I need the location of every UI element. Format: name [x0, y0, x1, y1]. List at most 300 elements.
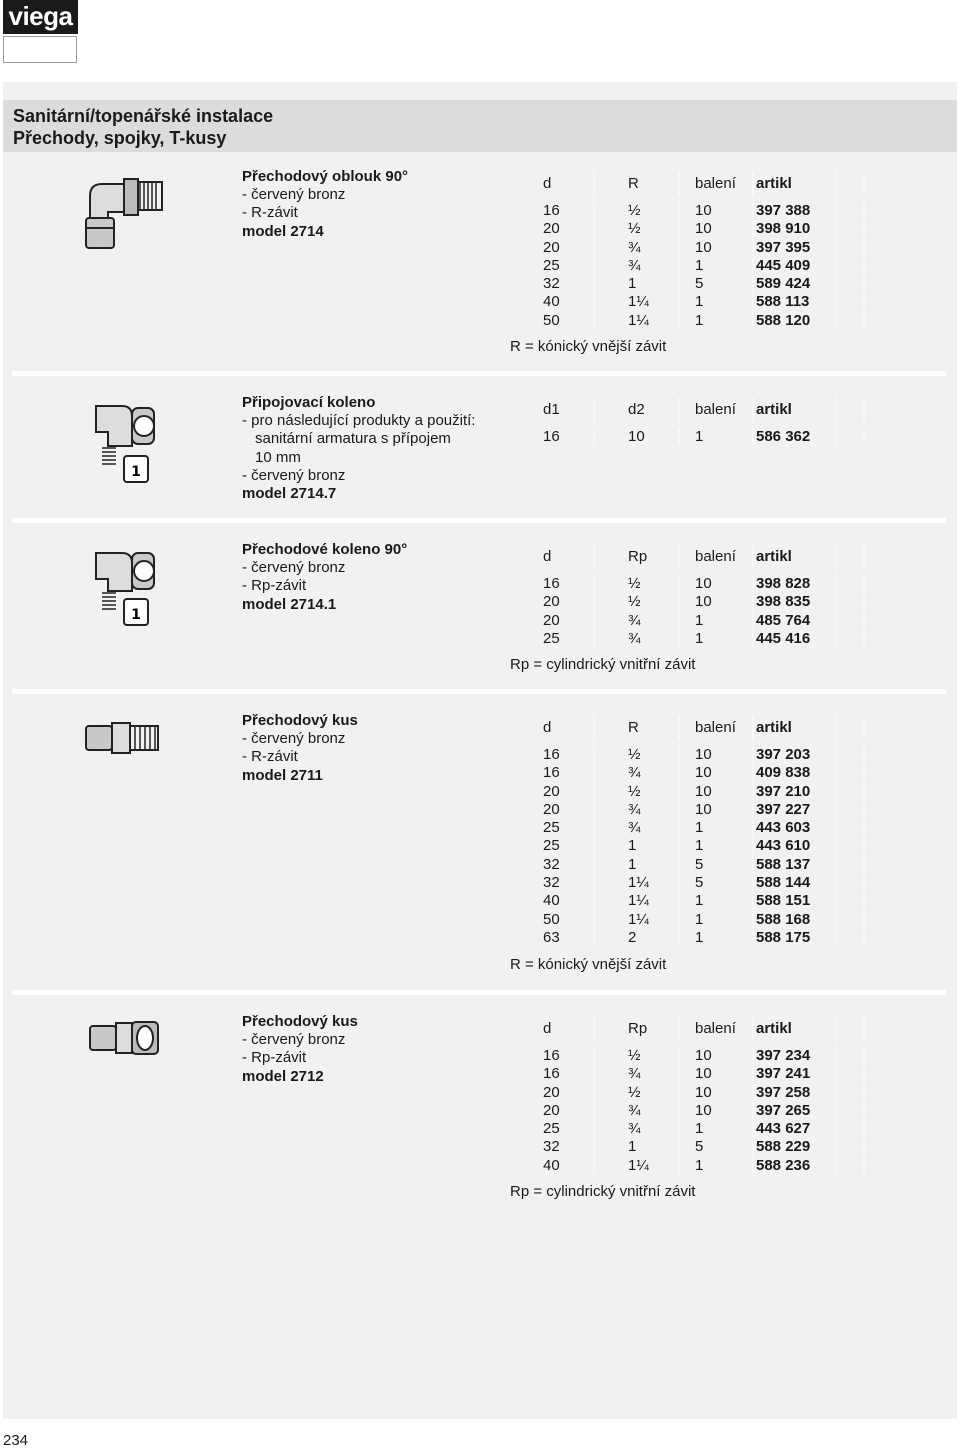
- column-divider: [593, 275, 595, 292]
- column-divider: [593, 715, 595, 741]
- column-divider: [593, 630, 595, 647]
- column-divider: [752, 428, 754, 445]
- column-divider: [678, 929, 680, 946]
- table-cell: 1: [695, 611, 704, 629]
- column-divider: [863, 746, 865, 763]
- column-divider: [752, 911, 754, 928]
- column-divider: [678, 1084, 680, 1101]
- column-divider: [752, 801, 754, 818]
- table-cell: 1: [695, 910, 704, 928]
- bronze-adapter-male-thread-icon: [84, 720, 162, 756]
- table-cell: 40: [543, 1156, 560, 1174]
- column-divider: [678, 312, 680, 329]
- column-divider: [835, 428, 837, 445]
- table-cell: 1¼: [628, 892, 649, 910]
- column-divider: [752, 783, 754, 800]
- column-divider: [752, 612, 754, 629]
- table-cell: 397 258: [756, 1083, 811, 1101]
- table-cell: 397 241: [756, 1065, 811, 1083]
- product-model: model 2714.7: [242, 485, 337, 503]
- column-divider: [752, 1120, 754, 1137]
- column-divider: [593, 819, 595, 836]
- table-cell: ¾: [628, 800, 641, 818]
- column-divider: [752, 746, 754, 763]
- column-divider: [835, 837, 837, 854]
- table-cell: 588 120: [756, 311, 811, 329]
- product-model: model 2711: [242, 766, 323, 784]
- table-cell: 588 175: [756, 928, 811, 946]
- column-divider: [678, 1047, 680, 1064]
- column-divider: [835, 1016, 837, 1042]
- bronze-elbow-90-female-thread-icon: [92, 549, 160, 629]
- column-divider: [863, 428, 865, 445]
- table-cell: 1: [695, 629, 704, 647]
- thread-note: Rp = cylindrický vnitřní závit: [510, 656, 696, 673]
- column-divider: [593, 428, 595, 445]
- product-name: Přechodový oblouk 90°: [242, 168, 409, 185]
- table-cell: ½: [628, 782, 641, 800]
- column-divider: [835, 612, 837, 629]
- header-band: [3, 82, 957, 100]
- table-cell: 10: [695, 202, 712, 219]
- column-header: artikl: [756, 548, 792, 565]
- column-divider: [593, 929, 595, 946]
- column-divider: [678, 397, 680, 423]
- page-number: 234: [3, 1432, 29, 1449]
- column-divider: [835, 1120, 837, 1137]
- column-header: d: [543, 1020, 552, 1037]
- column-divider: [863, 929, 865, 946]
- column-divider: [593, 1084, 595, 1101]
- column-divider: [678, 911, 680, 928]
- column-divider: [752, 593, 754, 610]
- column-divider: [863, 874, 865, 891]
- table-cell: 397 265: [756, 1101, 811, 1119]
- product-attribute: - Rp-závit: [242, 577, 307, 595]
- column-header: d1: [543, 401, 560, 418]
- table-cell: 1¼: [628, 910, 649, 928]
- column-header: balení: [695, 401, 736, 418]
- table-cell: 397 203: [756, 746, 811, 763]
- table-cell: 63: [543, 928, 560, 946]
- column-divider: [752, 171, 754, 197]
- table-cell: 1: [628, 855, 637, 873]
- table-cell: 443 627: [756, 1120, 811, 1138]
- column-divider: [678, 612, 680, 629]
- section-divider: [12, 371, 946, 376]
- table-cell: 10: [695, 1047, 712, 1064]
- column-divider: [863, 575, 865, 592]
- table-cell: 2: [628, 928, 637, 946]
- column-divider: [678, 874, 680, 891]
- column-divider: [678, 1102, 680, 1119]
- column-header: d2: [628, 401, 645, 418]
- table-cell: 16: [543, 1065, 560, 1083]
- table-cell: 588 144: [756, 874, 811, 892]
- product-name: Přechodové koleno 90°: [242, 541, 408, 558]
- column-divider: [593, 220, 595, 237]
- column-divider: [593, 593, 595, 610]
- column-header: balení: [695, 175, 736, 192]
- column-divider: [678, 171, 680, 197]
- column-divider: [835, 593, 837, 610]
- table-cell: 445 416: [756, 629, 811, 647]
- table-cell: ½: [628, 593, 641, 611]
- column-divider: [752, 819, 754, 836]
- column-divider: [835, 171, 837, 197]
- table-cell: 589 424: [756, 275, 811, 293]
- column-divider: [835, 312, 837, 329]
- column-divider: [835, 220, 837, 237]
- column-divider: [678, 544, 680, 570]
- column-divider: [863, 1065, 865, 1082]
- product-name: Přechodový kus: [242, 712, 358, 729]
- thread-note: Rp = cylindrický vnitřní závit: [510, 1183, 696, 1200]
- column-divider: [835, 892, 837, 909]
- bronze-adapter-female-thread-icon: [88, 1020, 160, 1056]
- table-cell: ¾: [628, 629, 641, 647]
- product-description: [242, 712, 358, 785]
- table-cell: 10: [695, 1101, 712, 1119]
- column-divider: [678, 428, 680, 445]
- column-divider: [593, 575, 595, 592]
- column-divider: [752, 239, 754, 256]
- product-name: Přechodový kus: [242, 1013, 358, 1030]
- product-attribute: - červený bronz: [242, 559, 346, 577]
- column-divider: [593, 1065, 595, 1082]
- table-cell: 443 603: [756, 819, 811, 837]
- column-divider: [593, 544, 595, 570]
- column-divider: [835, 1047, 837, 1064]
- column-divider: [752, 1016, 754, 1042]
- column-divider: [593, 764, 595, 781]
- column-divider: [678, 575, 680, 592]
- table-cell: 16: [543, 428, 560, 445]
- column-divider: [752, 1157, 754, 1174]
- table-cell: ½: [628, 1047, 641, 1064]
- column-divider: [835, 1084, 837, 1101]
- section-divider: [12, 689, 946, 694]
- product-description: [242, 394, 475, 503]
- table-cell: 20: [543, 611, 560, 629]
- column-divider: [752, 764, 754, 781]
- column-divider: [593, 1138, 595, 1155]
- thread-note: R = kónický vnější závit: [510, 338, 667, 355]
- table-cell: 10: [695, 1065, 712, 1083]
- column-header: artikl: [756, 175, 792, 192]
- table-cell: 16: [543, 202, 560, 219]
- column-divider: [752, 1065, 754, 1082]
- table-cell: 10: [695, 764, 712, 782]
- column-divider: [593, 892, 595, 909]
- column-divider: [593, 171, 595, 197]
- table-cell: 20: [543, 782, 560, 800]
- table-cell: 1: [628, 1138, 637, 1156]
- column-divider: [678, 837, 680, 854]
- column-divider: [863, 856, 865, 873]
- table-cell: 409 838: [756, 764, 811, 782]
- column-divider: [863, 892, 865, 909]
- table-cell: 1: [695, 293, 704, 311]
- column-divider: [752, 630, 754, 647]
- column-divider: [593, 837, 595, 854]
- column-divider: [752, 275, 754, 292]
- column-divider: [678, 293, 680, 310]
- column-divider: [835, 874, 837, 891]
- table-cell: 16: [543, 1047, 560, 1064]
- column-header: d: [543, 719, 552, 736]
- table-cell: 1: [695, 311, 704, 329]
- column-divider: [678, 764, 680, 781]
- column-divider: [752, 837, 754, 854]
- column-divider: [835, 1065, 837, 1082]
- table-cell: 10: [695, 746, 712, 763]
- table-cell: 398 910: [756, 220, 811, 238]
- section-subtitle: Přechody, spojky, T-kusy: [13, 128, 227, 148]
- column-divider: [863, 171, 865, 197]
- table-cell: 1: [695, 819, 704, 837]
- column-divider: [835, 911, 837, 928]
- product-attribute: - R-závit: [242, 748, 298, 766]
- table-cell: 5: [695, 855, 704, 873]
- column-divider: [835, 544, 837, 570]
- product-description: [242, 541, 407, 614]
- column-divider: [835, 275, 837, 292]
- section-divider: [12, 518, 946, 523]
- table-cell: 485 764: [756, 611, 811, 629]
- thread-note: R = kónický vnější závit: [510, 956, 667, 973]
- column-divider: [752, 929, 754, 946]
- column-divider: [593, 397, 595, 423]
- table-cell: 397 395: [756, 238, 811, 256]
- table-cell: 20: [543, 800, 560, 818]
- table-cell: 25: [543, 629, 560, 647]
- svg-text:1: 1: [131, 464, 141, 480]
- column-divider: [863, 312, 865, 329]
- table-cell: 1: [628, 837, 637, 855]
- column-divider: [863, 239, 865, 256]
- table-cell: 445 409: [756, 256, 811, 274]
- column-divider: [863, 544, 865, 570]
- column-divider: [835, 630, 837, 647]
- column-divider: [678, 746, 680, 763]
- column-divider: [752, 1084, 754, 1101]
- product-description: [242, 1013, 358, 1086]
- table-cell: 5: [695, 1138, 704, 1156]
- column-divider: [678, 1065, 680, 1082]
- table-cell: ¾: [628, 238, 641, 256]
- table-cell: ¾: [628, 1101, 641, 1119]
- column-divider: [678, 630, 680, 647]
- column-divider: [678, 202, 680, 219]
- column-divider: [863, 1102, 865, 1119]
- table-cell: 10: [695, 593, 712, 611]
- column-divider: [863, 220, 865, 237]
- column-divider: [593, 783, 595, 800]
- column-divider: [593, 856, 595, 873]
- column-divider: [863, 275, 865, 292]
- table-cell: 50: [543, 910, 560, 928]
- table-cell: ½: [628, 220, 641, 238]
- column-divider: [678, 856, 680, 873]
- column-divider: [593, 293, 595, 310]
- table-cell: 398 828: [756, 575, 811, 592]
- column-divider: [835, 239, 837, 256]
- column-divider: [835, 1157, 837, 1174]
- table-cell: 397 227: [756, 800, 811, 818]
- column-divider: [678, 239, 680, 256]
- table-cell: 1¼: [628, 874, 649, 892]
- column-divider: [863, 1084, 865, 1101]
- column-divider: [835, 764, 837, 781]
- column-divider: [863, 1016, 865, 1042]
- catalog-panel: [3, 152, 957, 1419]
- column-header: artikl: [756, 1020, 792, 1037]
- logo-frame: [3, 36, 77, 63]
- table-cell: 10: [628, 428, 645, 445]
- column-divider: [678, 1016, 680, 1042]
- column-divider: [752, 257, 754, 274]
- product-description: [242, 168, 408, 241]
- section-divider: [12, 990, 946, 995]
- column-divider: [678, 892, 680, 909]
- column-divider: [593, 746, 595, 763]
- column-divider: [593, 1047, 595, 1064]
- column-divider: [863, 1157, 865, 1174]
- table-cell: ½: [628, 746, 641, 763]
- table-cell: ¾: [628, 1065, 641, 1083]
- column-divider: [593, 257, 595, 274]
- column-divider: [593, 1016, 595, 1042]
- column-divider: [863, 1138, 865, 1155]
- svg-text:1: 1: [131, 607, 141, 623]
- bronze-elbow-90-male-thread-icon: [84, 176, 168, 250]
- table-cell: 1: [695, 428, 704, 445]
- column-divider: [835, 715, 837, 741]
- table-cell: 588 113: [756, 293, 810, 311]
- column-divider: [863, 630, 865, 647]
- column-divider: [835, 746, 837, 763]
- column-divider: [752, 397, 754, 423]
- column-divider: [752, 544, 754, 570]
- table-cell: 398 835: [756, 593, 811, 611]
- column-divider: [593, 239, 595, 256]
- column-divider: [863, 257, 865, 274]
- column-divider: [835, 293, 837, 310]
- table-cell: 5: [695, 874, 704, 892]
- product-attribute: sanitární armatura s přípojem: [255, 430, 451, 448]
- column-header: R: [628, 719, 639, 736]
- column-divider: [863, 1047, 865, 1064]
- table-cell: 40: [543, 892, 560, 910]
- column-header: d: [543, 175, 552, 192]
- column-divider: [752, 1138, 754, 1155]
- column-divider: [752, 220, 754, 237]
- column-divider: [835, 783, 837, 800]
- column-header: balení: [695, 1020, 736, 1037]
- table-cell: ¾: [628, 611, 641, 629]
- column-divider: [863, 911, 865, 928]
- column-divider: [835, 257, 837, 274]
- section-title: Sanitární/topenářské instalace: [13, 106, 274, 126]
- section-title-band: [3, 100, 957, 152]
- column-header: artikl: [756, 719, 792, 736]
- product-attribute: - červený bronz: [242, 730, 346, 748]
- column-divider: [752, 1047, 754, 1064]
- column-header: Rp: [628, 548, 648, 565]
- column-divider: [678, 801, 680, 818]
- table-cell: 25: [543, 256, 560, 274]
- table-cell: 50: [543, 311, 560, 329]
- table-cell: 588 151: [756, 892, 811, 910]
- table-cell: 1: [695, 928, 704, 946]
- column-divider: [593, 911, 595, 928]
- table-cell: ¾: [628, 819, 641, 837]
- product-name: Připojovací koleno: [242, 394, 376, 411]
- column-divider: [593, 1120, 595, 1137]
- product-attribute: - Rp-závit: [242, 1049, 307, 1067]
- column-header: balení: [695, 719, 736, 736]
- column-divider: [752, 312, 754, 329]
- column-divider: [752, 715, 754, 741]
- table-cell: 16: [543, 764, 560, 782]
- column-divider: [752, 202, 754, 219]
- column-divider: [863, 202, 865, 219]
- table-cell: 588 168: [756, 910, 811, 928]
- column-divider: [863, 715, 865, 741]
- table-cell: ½: [628, 1083, 641, 1101]
- column-divider: [752, 856, 754, 873]
- column-header: d: [543, 548, 552, 565]
- table-cell: 32: [543, 855, 560, 873]
- table-cell: 32: [543, 275, 560, 293]
- product-attribute: - R-závit: [242, 204, 298, 222]
- table-cell: 588 137: [756, 855, 811, 873]
- table-cell: 1¼: [628, 311, 649, 329]
- column-divider: [835, 1138, 837, 1155]
- table-cell: ¾: [628, 256, 641, 274]
- table-cell: 20: [543, 1083, 560, 1101]
- column-divider: [678, 220, 680, 237]
- table-cell: 1: [695, 1120, 704, 1138]
- column-divider: [678, 275, 680, 292]
- product-attribute: 10 mm: [255, 448, 301, 466]
- column-header: Rp: [628, 1020, 648, 1037]
- table-cell: 20: [543, 1101, 560, 1119]
- table-cell: 586 362: [756, 428, 811, 445]
- table-cell: 20: [543, 593, 560, 611]
- column-divider: [678, 1120, 680, 1137]
- table-cell: 16: [543, 575, 560, 592]
- table-cell: 10: [695, 800, 712, 818]
- product-attribute: - červený bronz: [242, 1031, 346, 1049]
- column-divider: [678, 715, 680, 741]
- column-divider: [863, 612, 865, 629]
- column-divider: [678, 257, 680, 274]
- column-divider: [835, 575, 837, 592]
- table-cell: 25: [543, 819, 560, 837]
- column-divider: [863, 397, 865, 423]
- table-cell: 25: [543, 837, 560, 855]
- table-cell: 10: [695, 220, 712, 238]
- table-cell: ½: [628, 202, 641, 219]
- table-cell: 10: [695, 782, 712, 800]
- column-divider: [593, 312, 595, 329]
- table-cell: 443 610: [756, 837, 811, 855]
- column-header: balení: [695, 548, 736, 565]
- table-cell: 1: [695, 837, 704, 855]
- table-cell: ¾: [628, 764, 641, 782]
